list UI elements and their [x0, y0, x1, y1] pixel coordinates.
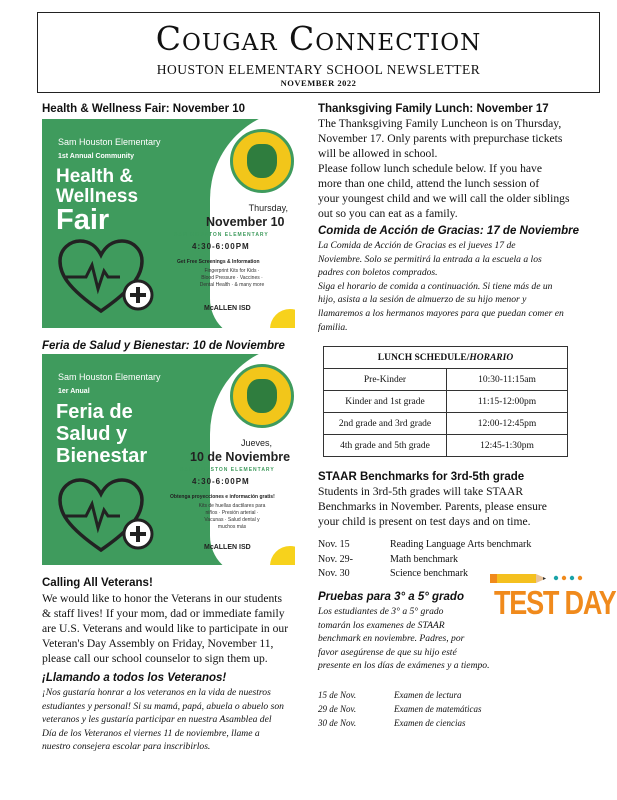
- body-line: Siga el horario de comida a continuación. Si tiene más de un: [318, 280, 553, 292]
- flyer-detail-line: Fingerprint Kits for Kids ·: [204, 268, 260, 274]
- veteranos-heading: ¡Llamando a todos los Veteranos!: [42, 672, 227, 684]
- flyer-detail-line: Blood Pressure · Vaccines ·: [201, 275, 263, 281]
- flyer-detail-line: niños · Presión arterial ·: [205, 510, 259, 516]
- body-line: your youngest child and we will call the older siblings: [318, 192, 570, 205]
- schedule-subject: Examen de matemáticas: [394, 704, 482, 714]
- test-day-text: TEST DAY: [494, 584, 616, 621]
- body-line: & staff lives! If your mom, dad or immediate family: [42, 607, 285, 620]
- schedule-subject: Math benchmark: [390, 553, 459, 565]
- body-line: presente en los días de exámenes y a tiempo.: [318, 660, 490, 672]
- thanksgiving-body: [318, 116, 569, 221]
- grade-cell: Kinder and 1st grade: [324, 391, 447, 413]
- flyer-school-name: Sam Houston Elementary: [58, 137, 161, 147]
- body-line: Benchmarks in November. Parents, please ensure: [318, 500, 547, 513]
- body-line: Día de los Veteranos el viernes 11 de noviembre, llame a: [42, 727, 260, 739]
- schedule-row: [318, 538, 531, 553]
- title-english: LUNCH SCHEDULE/: [377, 352, 470, 363]
- schedule-row: [318, 553, 531, 568]
- flyer-location: SAM HOUSTON ELEMENTARY: [180, 467, 275, 473]
- schedule-subject: Examen de ciencias: [394, 718, 466, 728]
- veterans-heading: Calling All Veterans!: [42, 577, 153, 589]
- body-line: will be allowed in school.: [318, 147, 438, 160]
- body-line: November 17. Only parents with prepurchase tickets: [318, 132, 563, 145]
- flyer-get-info: Get Free Screenings & Information: [177, 259, 260, 265]
- table-row: [324, 435, 568, 457]
- body-line: nuestro consejera escolar para inscribirlos.: [42, 741, 211, 753]
- flyer-title-3: Fair: [56, 204, 110, 236]
- flyer-detail-line: Vacunas · Salud dental y: [204, 517, 260, 523]
- school-seal-icon: [230, 364, 294, 428]
- pruebas-heading: Pruebas para 3° a 5° grado: [318, 591, 464, 603]
- body-line: hijo, asista a la sesión de almuerzo de su hijo menor y: [318, 294, 527, 306]
- body-line: estudiantes y personal! Si su mamá, papá, abuela o abuelo son: [42, 700, 284, 712]
- flyer-title-1: Health &: [56, 166, 134, 187]
- schedule-date: 29 de Nov.: [318, 704, 357, 714]
- health-fair-heading: Health & Wellness Fair: November 10: [42, 103, 246, 115]
- body-line: out so you can eat as a family.: [318, 207, 458, 220]
- flyer-subline: 1st Annual Community: [58, 153, 134, 160]
- heart-heartbeat-icon: [56, 476, 166, 556]
- flyer-details: [182, 503, 282, 531]
- schedule-row: [318, 702, 481, 716]
- lunch-schedule-title: [324, 347, 568, 369]
- body-line: Noviembre. Solo se permitirá la entrada a la escuela a los: [318, 253, 542, 265]
- pruebas-schedule: [318, 688, 481, 730]
- flyer-title-1: Feria de: [56, 401, 133, 423]
- body-line: ¡Nos gustaría honrar a los veteranos en la vida de nuestros: [42, 687, 271, 698]
- time-cell: 10:30-11:15am: [447, 369, 568, 391]
- table-row: [324, 369, 568, 391]
- newsletter-date: NOVEMBER 2022: [280, 78, 357, 88]
- pruebas-body: [318, 605, 489, 673]
- body-line: benchmark en noviembre. Padres, por: [318, 633, 465, 645]
- feria-flyer: [42, 354, 295, 565]
- schedule-subject: Reading Language Arts benchmark: [390, 539, 532, 550]
- test-day-logo: [488, 568, 616, 634]
- table-row: [324, 413, 568, 435]
- flyer-details: [182, 268, 282, 289]
- time-cell: 11:15-12:00pm: [447, 391, 568, 413]
- flyer-time: 4:30-6:00PM: [192, 477, 250, 486]
- mcallen-isd-logo: McALLEN ISD: [204, 544, 251, 551]
- flyer-title-2: Wellness: [56, 186, 139, 207]
- table-header-row: [324, 347, 568, 369]
- flyer-school-name: Sam Houston Elementary: [58, 372, 161, 382]
- body-line: La Comida de Acción de Gracias es el jueves 17 de: [318, 240, 516, 251]
- schedule-row: [318, 716, 481, 730]
- flyer-date: 10 de Noviembre: [190, 450, 291, 464]
- school-seal-icon: [230, 129, 294, 193]
- schedule-subject: Science benchmark: [390, 568, 469, 579]
- mcallen-isd-logo: McALLEN ISD: [204, 305, 251, 312]
- flyer-day: Thursday,: [248, 203, 288, 213]
- staar-body: [318, 484, 547, 529]
- body-line: your child is present on test days and on time.: [318, 515, 531, 528]
- newsletter-subtitle: HOUSTON ELEMENTARY SCHOOL NEWSLETTER: [156, 62, 481, 77]
- flyer-location: SAM HOUSTON ELEMENTARY: [174, 232, 269, 238]
- schedule-date: 30 de Nov.: [318, 718, 357, 728]
- body-line: padres con boletos comprados.: [318, 267, 438, 279]
- time-cell: 12:45-1:30pm: [447, 435, 568, 457]
- lunch-schedule-table: [323, 346, 568, 457]
- veteranos-body: [42, 686, 284, 754]
- body-line: please call our school counselor to sign them up.: [42, 652, 268, 665]
- body-line: Students in 3rd-5th grades will take STAAR: [318, 485, 524, 498]
- flyer-title-3: Bienestar: [56, 445, 148, 467]
- body-line: Los estudiantes de 3° a 5° grado: [318, 606, 444, 617]
- body-line: We would like to honor the Veterans in our students: [42, 592, 283, 605]
- newsletter-title: Cougar Connection: [155, 19, 482, 58]
- health-fair-flyer: [42, 119, 295, 328]
- flyer-detail-line: Dental Health · & many more: [199, 282, 265, 288]
- body-line: Please follow lunch schedule below. If you have: [318, 162, 542, 175]
- body-line: more than one child, attend the lunch session of: [318, 177, 540, 190]
- schedule-date: Nov. 15: [318, 539, 350, 550]
- schedule-row: [318, 688, 481, 702]
- table-row: [324, 391, 568, 413]
- grade-cell: Pre-Kinder: [324, 369, 447, 391]
- body-line: veteranos y les gustaría participar en nuestra Asamblea del: [42, 714, 272, 726]
- veterans-body: [42, 591, 312, 666]
- flyer-title-2: Salud y: [56, 423, 128, 445]
- comida-heading: Comida de Acción de Gracias: 17 de Noviembre: [318, 225, 579, 237]
- flyer-detail-line: muchos más: [217, 524, 247, 530]
- schedule-date: 15 de Nov.: [318, 690, 357, 700]
- body-line: The Thanksgiving Family Luncheon is on Thursday,: [318, 117, 562, 130]
- title-spanish: HORARIO: [469, 352, 514, 363]
- flyer-subline: 1er Anual: [58, 388, 90, 395]
- flyer-get-info: Obtenga proyecciones e información gratis!: [170, 494, 275, 500]
- flyer-detail-line: Kits de huellas dactilares para: [198, 503, 266, 509]
- body-line: tomarán los examenes de STAAR: [318, 619, 445, 631]
- grade-cell: 2nd grade and 3rd grade: [324, 413, 447, 435]
- masthead: [37, 12, 600, 93]
- body-line: favor asegúrense de que su hijo esté: [318, 646, 457, 658]
- flyer-time: 4:30-6:00PM: [192, 242, 250, 251]
- schedule-date: Nov. 30: [318, 568, 350, 579]
- grade-cell: 4th grade and 5th grade: [324, 435, 447, 457]
- schedule-subject: Examen de lectura: [394, 690, 462, 700]
- body-line: familia.: [318, 321, 348, 333]
- flyer-day: Jueves,: [240, 438, 272, 448]
- thanksgiving-heading: Thanksgiving Family Lunch: November 17: [318, 103, 549, 115]
- body-line: are U.S. Veterans and would like to participate in our: [42, 622, 289, 635]
- schedule-date: Nov. 29-: [318, 553, 353, 565]
- time-cell: 12:00-12:45pm: [447, 413, 568, 435]
- comida-body: [318, 239, 564, 334]
- heart-heartbeat-icon: [56, 237, 166, 317]
- feria-heading: Feria de Salud y Bienestar: 10 de Noviembre: [42, 340, 285, 352]
- flyer-date: November 10: [206, 215, 285, 229]
- staar-heading: STAAR Benchmarks for 3rd-5th grade: [318, 471, 525, 483]
- body-line: Veteran's Day Assembly on Friday, November 11,: [42, 637, 274, 650]
- body-line: llamaremos a los hermanos mayores para que puedan comer en: [318, 307, 564, 319]
